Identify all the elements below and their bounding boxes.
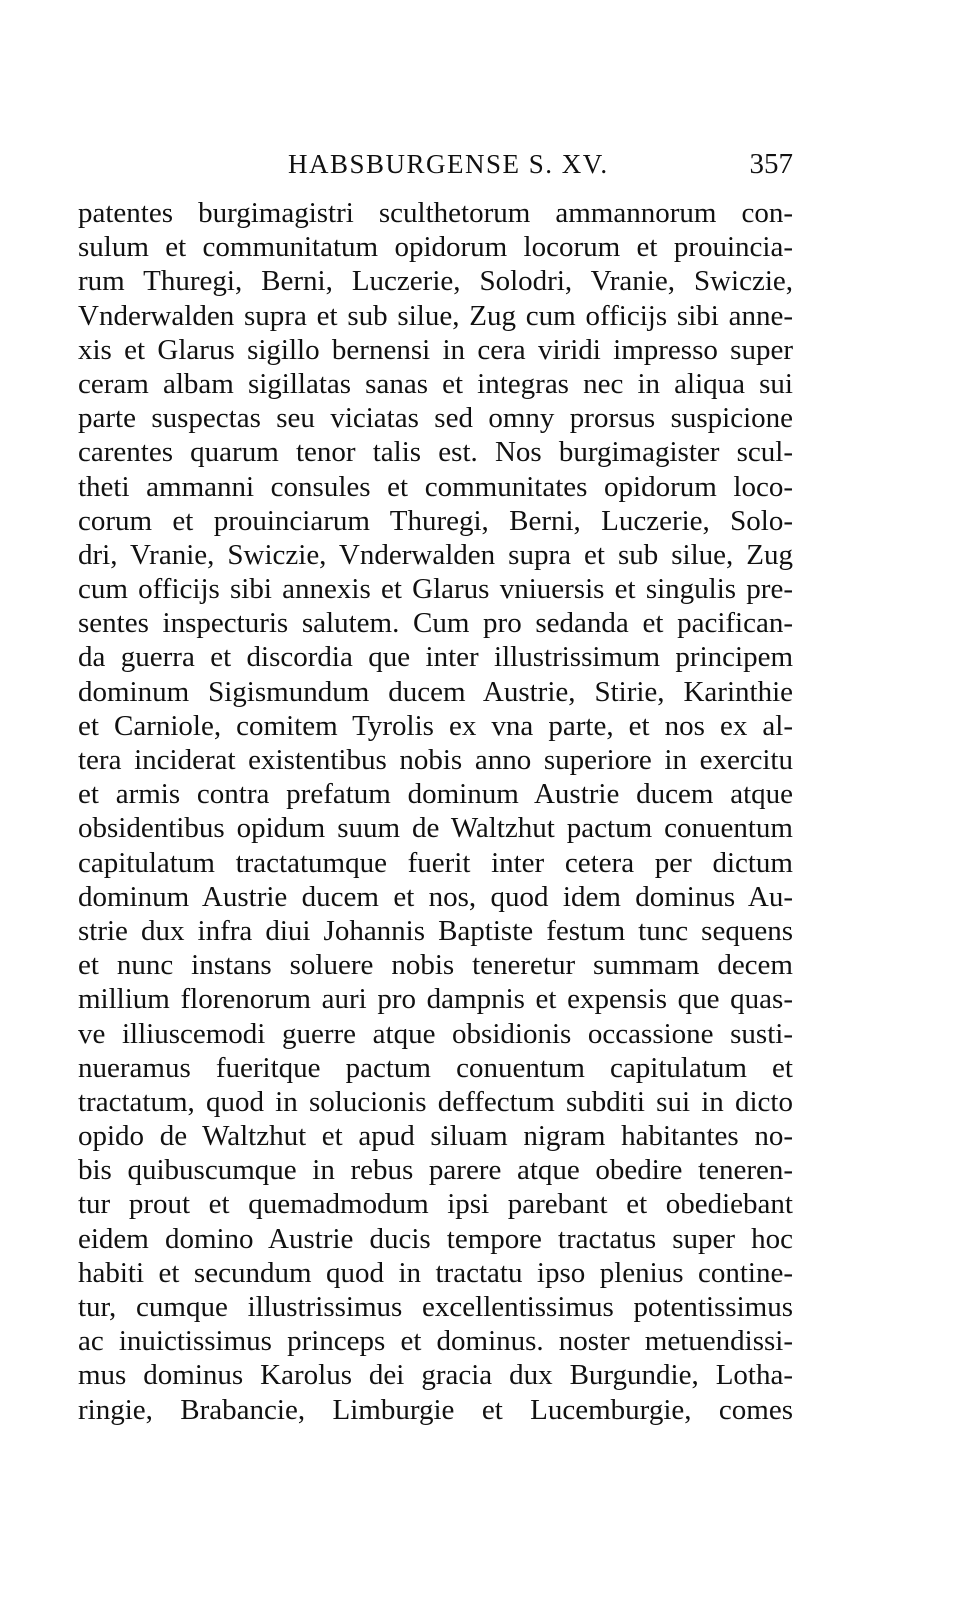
running-title: HABSBURGENSE S. XV. <box>288 149 609 179</box>
text-line: rum Thuregi, Berni, Luczerie, Solodri, Vranie, Swiczie, <box>78 265 793 298</box>
text-line: habiti et secundum quod in tractatu ipso plenius contine- <box>78 1256 793 1289</box>
text-line: tur prout et quemadmodum ipsi parebant et obediebant <box>78 1188 793 1221</box>
text-line: strie dux infra diui Johannis Baptiste festum tunc sequens <box>78 914 793 947</box>
text-line: dominum Sigismundum ducem Austrie, Stirie, Karinthie <box>78 675 793 708</box>
running-header <box>78 144 793 184</box>
text-line: bis quibuscumque in rebus parere atque obedire teneren- <box>78 1154 793 1187</box>
text-line: da guerra et discordia que inter illustrissimum principem <box>78 641 793 674</box>
text-line: mus dominus Karolus dei gracia dux Burgundie, Lotha- <box>78 1359 793 1392</box>
text-line: carentes quarum tenor talis est. Nos burgimagister scul- <box>78 436 793 469</box>
text-line: dri, Vranie, Swiczie, Vnderwalden supra et sub silue, Zug <box>78 538 793 571</box>
text-line: parte suspectas seu viciatas sed omny prorsus suspicione <box>78 402 793 435</box>
text-line: tera inciderat existentibus nobis anno superiore in exercitu <box>78 744 793 776</box>
text-line: nueramus fueritque pactum conuentum capitulatum et <box>78 1051 793 1084</box>
body-text <box>78 196 793 1427</box>
text-line: ringie, Brabancie, Limburgie et Lucemburgie, comes <box>78 1393 793 1426</box>
text-line: corum et prouinciarum Thuregi, Berni, Luczerie, Solo- <box>78 504 793 537</box>
text-line: Vnderwalden supra et sub silue, Zug cum officijs sibi anne- <box>78 299 793 332</box>
text-line: obsidentibus opidum suum de Waltzhut pactum conuentum <box>78 812 793 845</box>
text-line: sentes inspecturis salutem. Cum pro sedanda et pacifican- <box>78 607 793 640</box>
page-number: 357 <box>749 148 793 180</box>
text-line: cum officijs sibi annexis et Glarus vniuersis et singulis pre- <box>78 573 793 606</box>
text-line: tractatum, quod in solucionis deffectum subditi sui in dicto <box>78 1085 793 1118</box>
text-line: ve illiuscemodi guerre atque obsidionis occassione susti- <box>78 1017 793 1050</box>
text-line: xis et Glarus sigillo bernensi in cera viridi impresso super <box>78 333 793 366</box>
text-line: sulum et communitatum opidorum locorum et prouincia- <box>78 231 793 264</box>
text-line: et nunc instans soluere nobis teneretur summam decem <box>78 949 793 982</box>
text-line: et Carniole, comitem Tyrolis ex vna parte, et nos ex al- <box>78 709 793 742</box>
text-line: dominum Austrie ducem et nos, quod idem dominus Au- <box>78 880 793 913</box>
text-line: capitulatum tractatumque fuerit inter cetera per dictum <box>78 846 793 879</box>
text-line: theti ammanni consules et communitates opidorum loco- <box>78 470 793 503</box>
text-line: opido de Waltzhut et apud siluam nigram habitantes no- <box>78 1120 793 1153</box>
text-line: millium florenorum auri pro dampnis et expensis que quas- <box>78 983 793 1016</box>
text-line: eidem domino Austrie ducis tempore tractatus super hoc <box>78 1222 793 1255</box>
text-line: patentes burgimagistri sculthetorum ammannorum con- <box>78 197 793 229</box>
text-line: et armis contra prefatum dominum Austrie ducem atque <box>78 778 793 811</box>
text-line: ac inuictissimus princeps et dominus. noster metuendissi- <box>78 1325 793 1358</box>
text-line: ceram albam sigillatas sanas et integras nec in aliqua sui <box>78 367 793 400</box>
text-line: tur, cumque illustrissimus excellentissimus potentissimus <box>78 1291 793 1323</box>
